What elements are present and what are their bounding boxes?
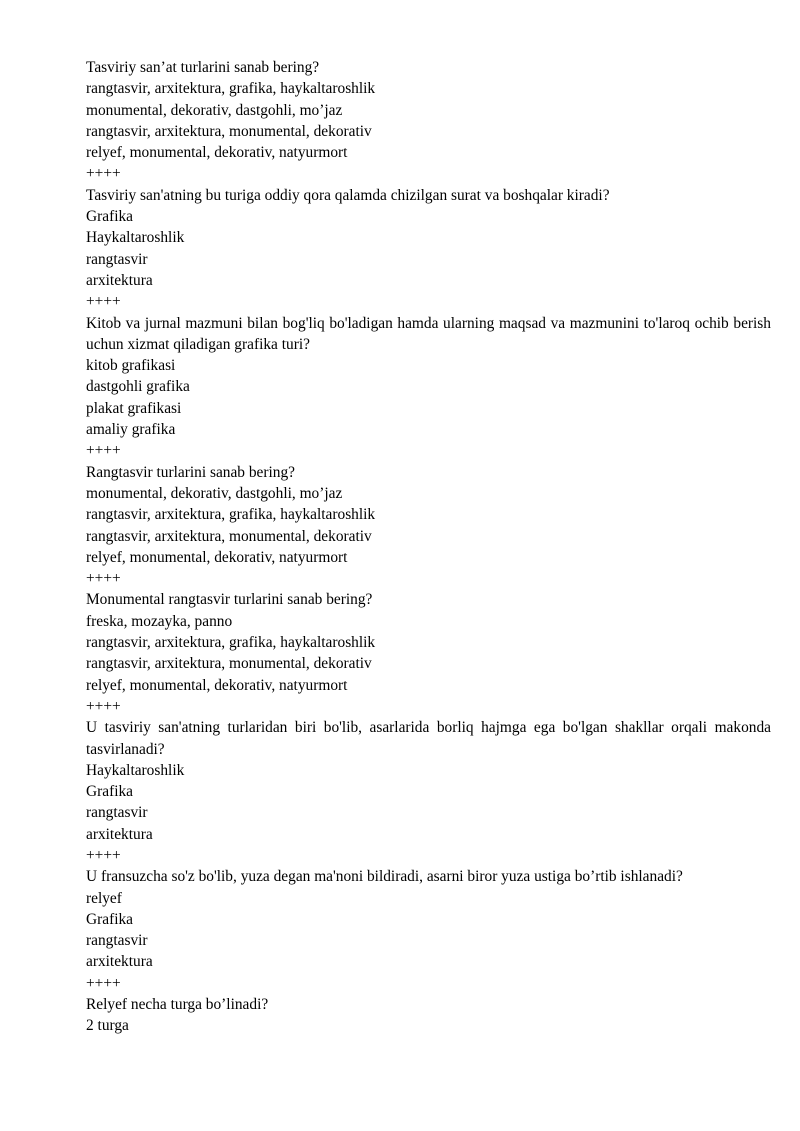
answer-option: dastgohli grafika [86, 378, 190, 396]
answer-option: Haykaltaroshlik [86, 761, 185, 779]
question-text: Monumental rangtasvir turlarini sanab bering? [86, 591, 373, 609]
answer-option: Grafika [86, 783, 133, 801]
question-separator: ++++ [86, 293, 121, 311]
answer-option: arxitektura [86, 953, 153, 971]
answer-option: relyef, monumental, dekorativ, natyurmort [86, 676, 348, 694]
answer-option: rangtasvir, arxitektura, grafika, haykaltaroshlik [86, 634, 376, 652]
question-text: Rangtasvir turlarini sanab bering? [86, 463, 295, 481]
answer-option: amaliy grafika [86, 421, 176, 439]
answer-option: rangtasvir, arxitektura, grafika, haykaltaroshlik [86, 80, 376, 98]
answer-option: rangtasvir [86, 250, 148, 268]
question-text: Relyef necha turga bo’linadi? [86, 996, 269, 1014]
answer-option: Haykaltaroshlik [86, 229, 185, 247]
document-body [86, 57, 771, 1037]
question-text: U fransuzcha so'z bo'lib, yuza degan ma'noni bildiradi, asarni biror yuza ustiga bo’rtib ishlanadi? [86, 868, 683, 886]
question-separator: ++++ [86, 442, 121, 460]
question-separator: ++++ [86, 974, 121, 992]
answer-option: rangtasvir, arxitektura, monumental, dekorativ [86, 122, 372, 140]
question-separator: ++++ [86, 697, 121, 715]
question-text: U tasviriy san'atning turlaridan biri bo'lib, asarlarida borliq hajmga ega bo'lgan shakllar orqali makonda tasvirlanadi? [86, 719, 771, 758]
answer-option: monumental, dekorativ, dastgohli, mo’jaz [86, 484, 343, 502]
answer-option: monumental, dekorativ, dastgohli, mo’jaz [86, 101, 343, 119]
answer-option: relyef [86, 889, 122, 907]
answer-option: arxitektura [86, 271, 153, 289]
answer-option: rangtasvir, arxitektura, grafika, haykaltaroshlik [86, 506, 376, 524]
answer-option: relyef, monumental, dekorativ, natyurmort [86, 144, 348, 162]
question-text: Kitob va jurnal mazmuni bilan bog'liq bo'ladigan hamda ularning maqsad va mazmunini to'laroq ochib berish uchun xizmat qiladigan grafika turi? [86, 314, 771, 353]
answer-option: plakat grafikasi [86, 399, 182, 417]
answer-option: 2 turga [86, 1017, 129, 1035]
answer-option: rangtasvir [86, 932, 148, 950]
answer-option: Grafika [86, 910, 133, 928]
question-separator: ++++ [86, 570, 121, 588]
answer-option: rangtasvir [86, 804, 148, 822]
answer-option: relyef, monumental, dekorativ, natyurmort [86, 548, 348, 566]
question-separator: ++++ [86, 846, 121, 864]
question-text: Tasviriy san’at turlarini sanab bering? [86, 59, 320, 76]
answer-option: arxitektura [86, 825, 153, 843]
answer-option: rangtasvir, arxitektura, monumental, dekorativ [86, 655, 372, 673]
question-separator: ++++ [86, 165, 121, 183]
answer-option: Grafika [86, 208, 133, 226]
answer-option: kitob grafikasi [86, 357, 176, 375]
question-text: Tasviriy san'atning bu turiga oddiy qora qalamda chizilgan surat va boshqalar kiradi? [86, 186, 610, 204]
answer-option: rangtasvir, arxitektura, monumental, dekorativ [86, 527, 372, 545]
answer-option: freska, mozayka, panno [86, 612, 233, 630]
